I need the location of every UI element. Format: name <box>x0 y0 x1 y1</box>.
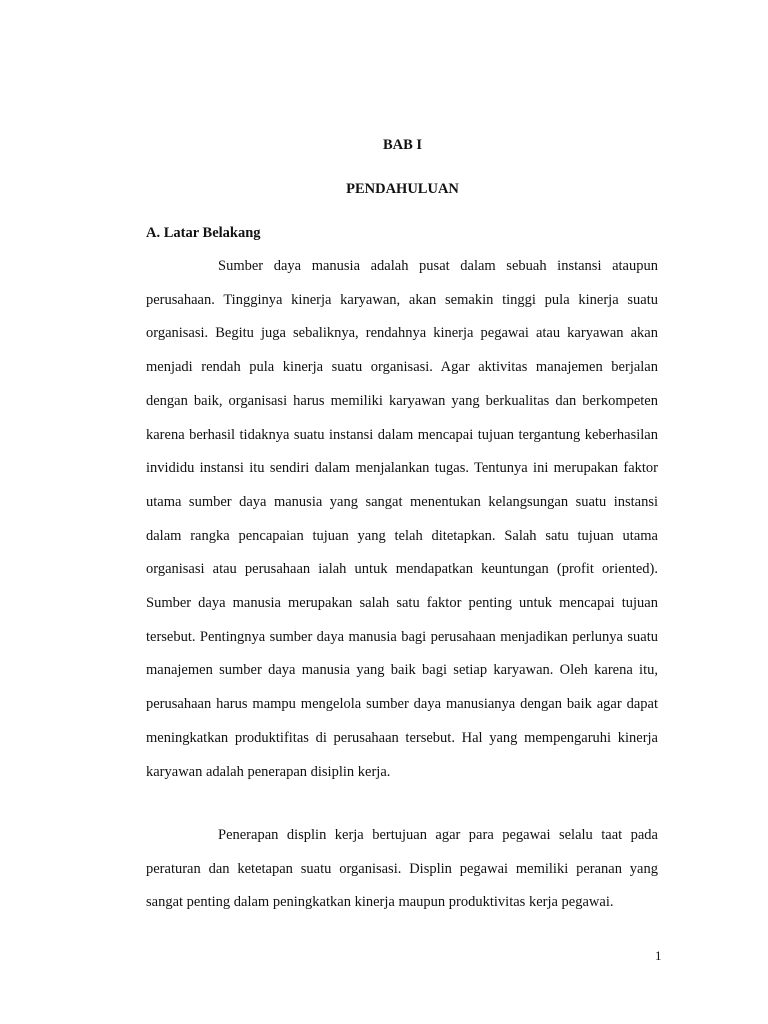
section-heading: A. Latar Belakang <box>146 225 261 241</box>
body-paragraph-1: Sumber daya manusia adalah pusat dalam sebuah instansi ataupun perusahaan. Tingginya kinerja karyawan, akan semakin tinggi pula kinerja suatu organisasi. Begitu juga sebaliknya, rendahnya kinerja pegawai atau karyawan akan menjadi rendah pula kinerja suatu organisasi. Agar aktivitas manajemen berjalan dengan baik, organisasi harus memiliki karyawan yang berkualitas dan berkompeten karena berhasil tidaknya suatu instansi dalam mencapai tujuan tergantung keberhasilan invididu instansi itu sendiri dalam menjalankan tugas. Tentunya ini merupakan faktor utama sumber daya manusia yang sangat menentukan kelangsungan suatu instansi dalam rangka pencapaian tujuan yang telah ditetapkan. Salah satu tujuan utama organisasi atau perusahaan ialah untuk mendapatkan keuntungan (profit oriented). Sumber daya manusia merupakan salah satu faktor penting untuk mencapai tujuan tersebut. Pentingnya sumber daya manusia bagi perusahaan menjadikan perlunya suatu manajemen sumber daya manusia yang baik bagi setiap karyawan. Oleh karena itu, perusahaan harus mampu mengelola sumber daya manusianya dengan baik agar dapat meningkatkan produktifitas di perusahaan tersebut. Hal yang mempengaruhi kinerja karyawan adalah penerapan disiplin kerja. <box>146 258 658 780</box>
page-number: 1 <box>655 948 662 963</box>
body-paragraph-2: Penerapan displin kerja bertujuan agar para pegawai selalu taat pada peraturan dan ketetapan suatu organisasi. Displin pegawai memiliki peranan yang sangat penting dalam peningkatkan kinerja maupun produktivitas kerja pegawai. <box>146 827 658 911</box>
chapter-heading: BAB I <box>382 137 423 153</box>
chapter-title: PENDAHULUAN <box>346 181 459 197</box>
